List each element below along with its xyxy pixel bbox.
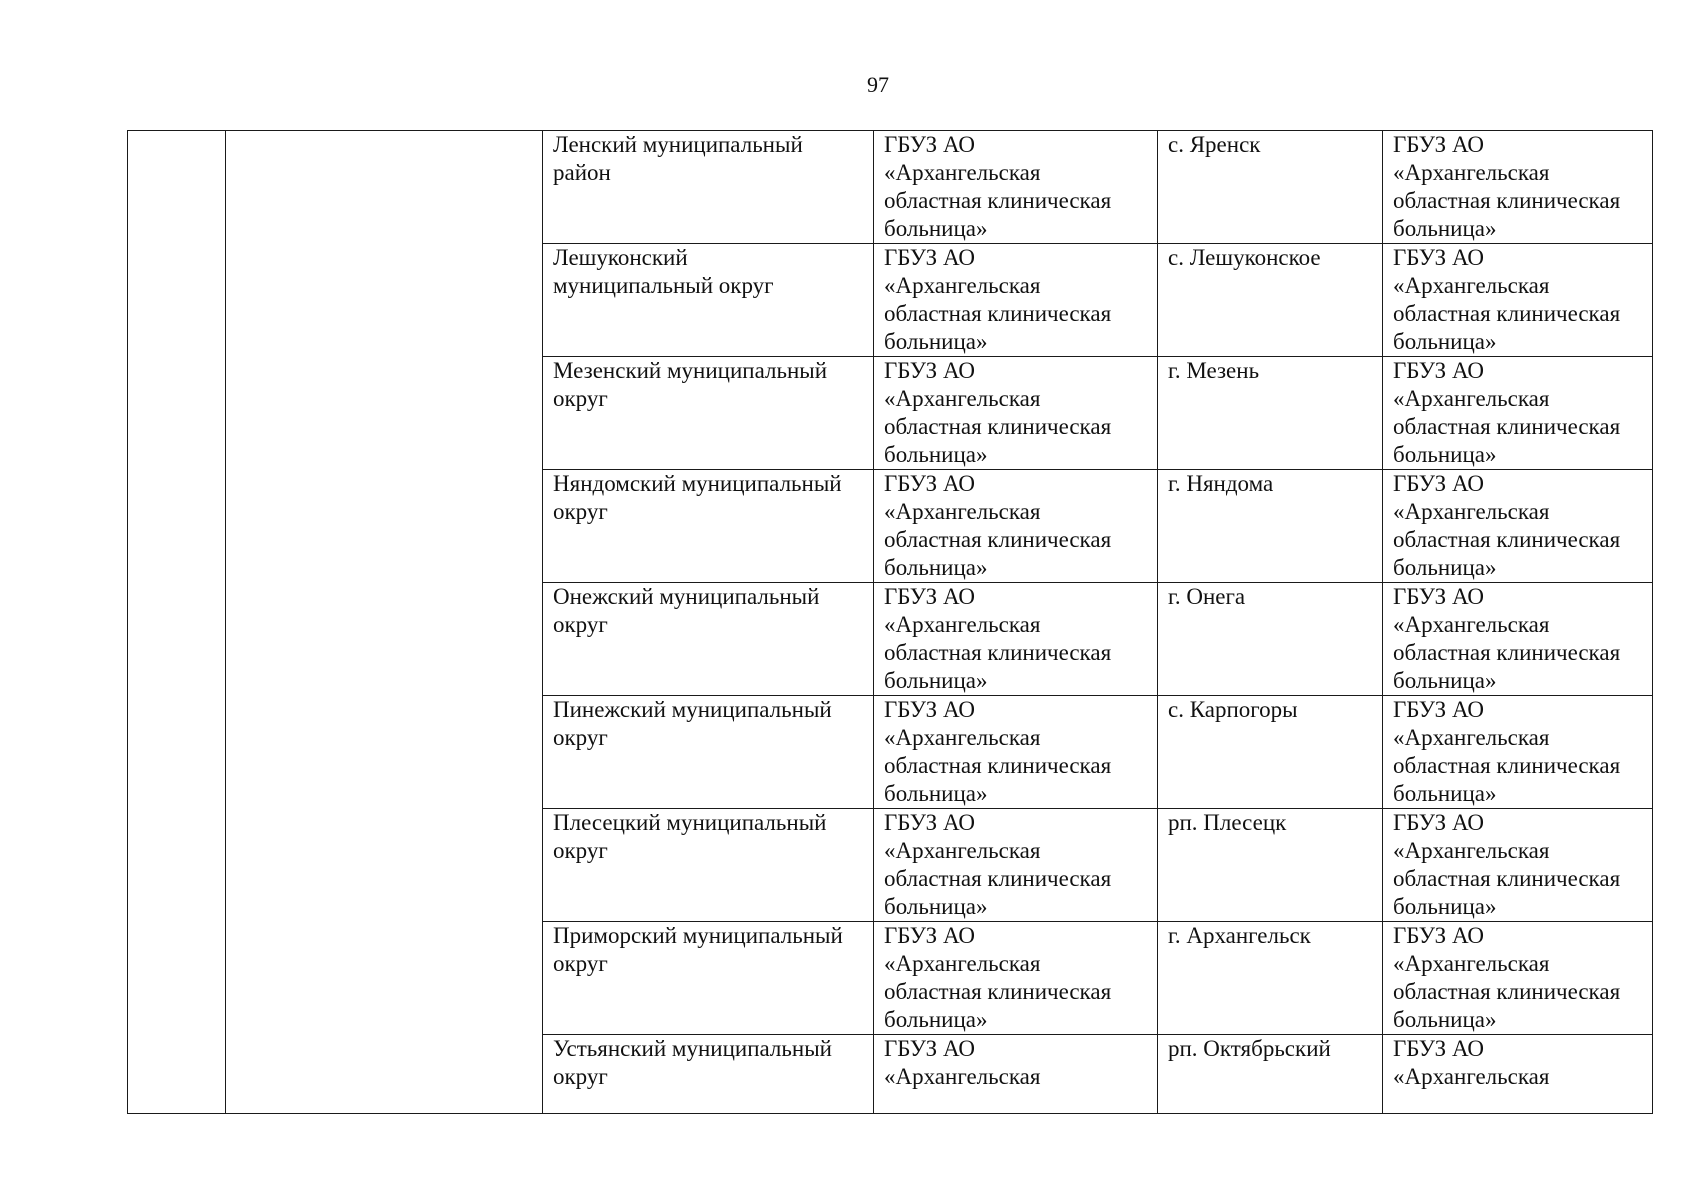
document-table <box>127 130 1653 1114</box>
reference-institution-cell: ГБУЗ АО «Архангельская областная клиническая больница» <box>1383 696 1653 809</box>
locality-cell: с. Карпогоры <box>1158 696 1383 809</box>
reference-institution-cell: ГБУЗ АО «Архангельская областная клиническая больница» <box>1383 244 1653 357</box>
reference-institution-cell: ГБУЗ АО «Архангельская <box>1383 1035 1653 1114</box>
district-cell: Мезенский муниципальный округ <box>543 357 874 470</box>
district-cell: Няндомский муниципальный округ <box>543 470 874 583</box>
reference-institution-cell: ГБУЗ АО «Архангельская областная клиническая больница» <box>1383 922 1653 1035</box>
page-number: 97 <box>867 72 889 97</box>
region-group-cell <box>226 131 543 1114</box>
reference-institution-cell: ГБУЗ АО «Архангельская областная клиническая больница» <box>1383 809 1653 922</box>
district-cell: Ленский муниципальный район <box>543 131 874 244</box>
institution-cell: ГБУЗ АО «Архангельская областная клиническая больница» <box>874 470 1158 583</box>
reference-institution-cell: ГБУЗ АО «Архангельская областная клиническая больница» <box>1383 583 1653 696</box>
table-body <box>128 131 1653 1114</box>
district-cell: Онежский муниципальный округ <box>543 583 874 696</box>
institution-cell: ГБУЗ АО «Архангельская областная клиническая больница» <box>874 583 1158 696</box>
district-cell: Плесецкий муниципальный округ <box>543 809 874 922</box>
locality-cell: г. Онега <box>1158 583 1383 696</box>
number-cell <box>128 131 226 1114</box>
institution-cell: ГБУЗ АО «Архангельская областная клиническая больница» <box>874 357 1158 470</box>
district-cell: Устьянский муниципальный округ <box>543 1035 874 1114</box>
district-cell: Приморский муниципальный округ <box>543 922 874 1035</box>
institution-cell: ГБУЗ АО «Архангельская областная клиническая больница» <box>874 244 1158 357</box>
locality-cell: г. Архангельск <box>1158 922 1383 1035</box>
reference-institution-cell: ГБУЗ АО «Архангельская областная клиническая больница» <box>1383 131 1653 244</box>
table-row <box>128 131 1653 244</box>
locality-cell: с. Лешуконское <box>1158 244 1383 357</box>
locality-cell: г. Няндома <box>1158 470 1383 583</box>
reference-institution-cell: ГБУЗ АО «Архангельская областная клиническая больница» <box>1383 357 1653 470</box>
locality-cell: г. Мезень <box>1158 357 1383 470</box>
institution-cell: ГБУЗ АО «Архангельская областная клиническая больница» <box>874 922 1158 1035</box>
institution-cell: ГБУЗ АО «Архангельская <box>874 1035 1158 1114</box>
district-cell: Пинежский муниципальный округ <box>543 696 874 809</box>
district-cell: Лешуконский муниципальный округ <box>543 244 874 357</box>
locality-cell: рп. Плесецк <box>1158 809 1383 922</box>
institution-cell: ГБУЗ АО «Архангельская областная клиническая больница» <box>874 131 1158 244</box>
locality-cell: рп. Октябрьский <box>1158 1035 1383 1114</box>
institution-cell: ГБУЗ АО «Архангельская областная клиническая больница» <box>874 696 1158 809</box>
reference-institution-cell: ГБУЗ АО «Архангельская областная клиническая больница» <box>1383 470 1653 583</box>
institution-cell: ГБУЗ АО «Архангельская областная клиническая больница» <box>874 809 1158 922</box>
locality-cell: с. Яренск <box>1158 131 1383 244</box>
